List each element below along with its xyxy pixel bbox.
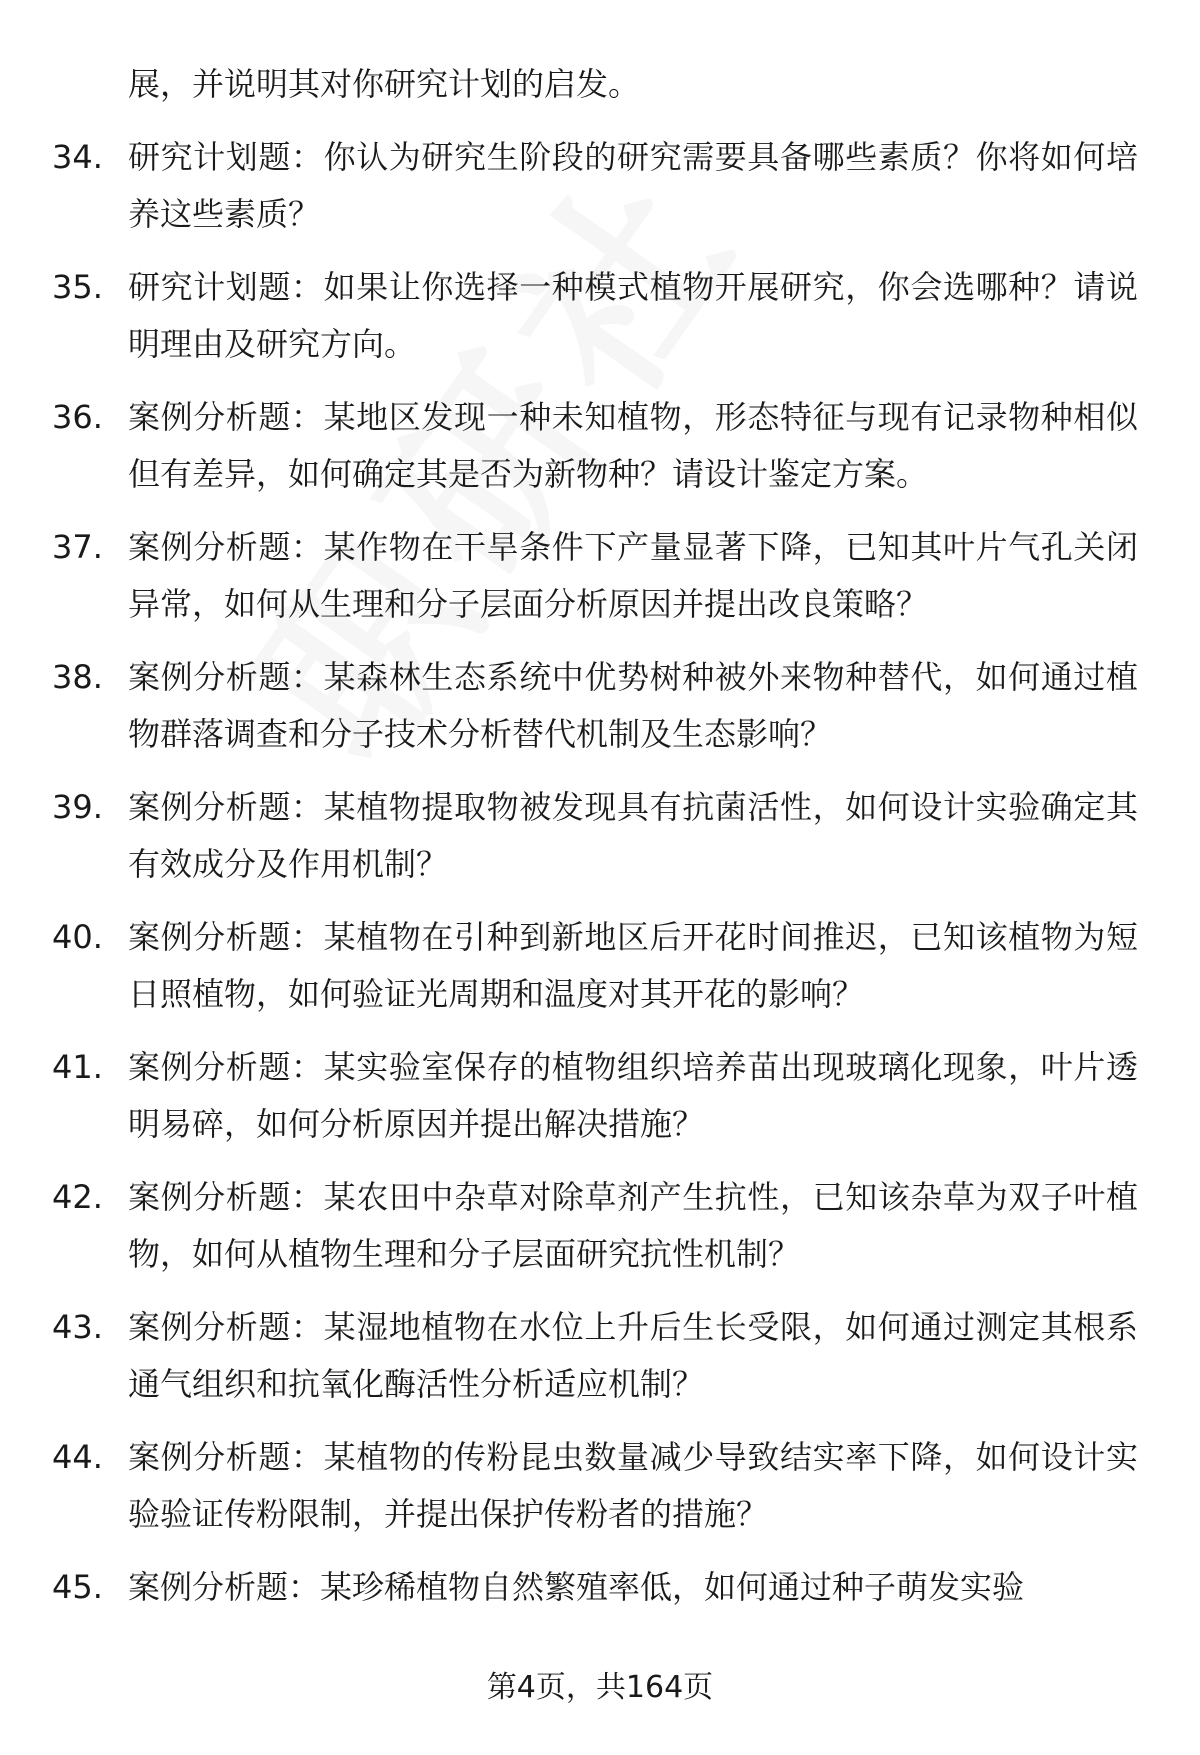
question-number: 34. bbox=[52, 138, 103, 176]
question-text: 案例分析题：某地区发现一种未知植物，形态特征与现有记录物种相似但有差异，如何确定其是否为新物种？请设计鉴定方案。 bbox=[128, 398, 1138, 493]
question-number: 39. bbox=[52, 788, 103, 826]
question-number: 35. bbox=[52, 268, 103, 306]
question-number: 45. bbox=[52, 1568, 103, 1606]
question-number: 42. bbox=[52, 1178, 103, 1216]
question-item bbox=[0, 1559, 1200, 1616]
question-text: 案例分析题：某实验室保存的植物组织培养苗出现玻璃化现象，叶片透明易碎，如何分析原因并提出解决措施？ bbox=[128, 1048, 1138, 1143]
question-list bbox=[0, 56, 1200, 1632]
question-text: 案例分析题：某植物提取物被发现具有抗菌活性，如何设计实验确定其有效成分及作用机制？ bbox=[128, 788, 1138, 883]
question-number: 38. bbox=[52, 658, 103, 696]
question-number: 37. bbox=[52, 528, 103, 566]
question-number: 44. bbox=[52, 1438, 103, 1476]
question-text: 案例分析题：某农田中杂草对除草剂产生抗性，已知该杂草为双子叶植物，如何从植物生理和分子层面研究抗性机制？ bbox=[128, 1178, 1138, 1273]
question-number: 43. bbox=[52, 1308, 103, 1346]
question-number: 41. bbox=[52, 1048, 103, 1086]
question-text: 案例分析题：某植物在引种到新地区后开花时间推迟，已知该植物为短日照植物，如何验证光周期和温度对其开花的影响？ bbox=[128, 918, 1138, 1013]
question-text: 案例分析题：某湿地植物在水位上升后生长受限，如何通过测定其根系通气组织和抗氧化酶活性分析适应机制？ bbox=[128, 1308, 1138, 1403]
question-number: 40. bbox=[52, 918, 103, 956]
question-item bbox=[0, 519, 1200, 633]
page-footer: 第4页，共164页 bbox=[486, 1670, 714, 1705]
question-item bbox=[0, 1299, 1200, 1413]
question-text: 研究计划题：如果让你选择一种模式植物开展研究，你会选哪种？请说明理由及研究方向。 bbox=[128, 268, 1138, 363]
question-item bbox=[0, 1039, 1200, 1153]
question-item bbox=[0, 1169, 1200, 1283]
question-item bbox=[0, 129, 1200, 243]
question-text: 案例分析题：某植物的传粉昆虫数量减少导致结实率下降，如何设计实验验证传粉限制，并提出保护传粉者的措施？ bbox=[128, 1438, 1138, 1533]
question-text: 案例分析题：某作物在干旱条件下产量显著下降，已知其叶片气孔关闭异常，如何从生理和分子层面分析原因并提出改良策略？ bbox=[128, 528, 1138, 623]
question-item bbox=[0, 1429, 1200, 1543]
question-text: 案例分析题：某森林生态系统中优势树种被外来物种替代，如何通过植物群落调查和分子技术分析替代机制及生态影响？ bbox=[128, 658, 1138, 753]
question-text: 研究计划题：你认为研究生阶段的研究需要具备哪些素质？你将如何培养这些素质？ bbox=[128, 138, 1138, 233]
continuation-text: 展，并说明其对你研究计划的启发。 bbox=[128, 65, 641, 103]
question-number: 36. bbox=[52, 398, 103, 436]
question-text: 案例分析题：某珍稀植物自然繁殖率低，如何通过种子萌发实验 bbox=[128, 1568, 1025, 1606]
question-item bbox=[0, 649, 1200, 763]
question-item bbox=[0, 779, 1200, 893]
question-item bbox=[0, 259, 1200, 373]
question-item bbox=[0, 389, 1200, 503]
question-item bbox=[0, 909, 1200, 1023]
